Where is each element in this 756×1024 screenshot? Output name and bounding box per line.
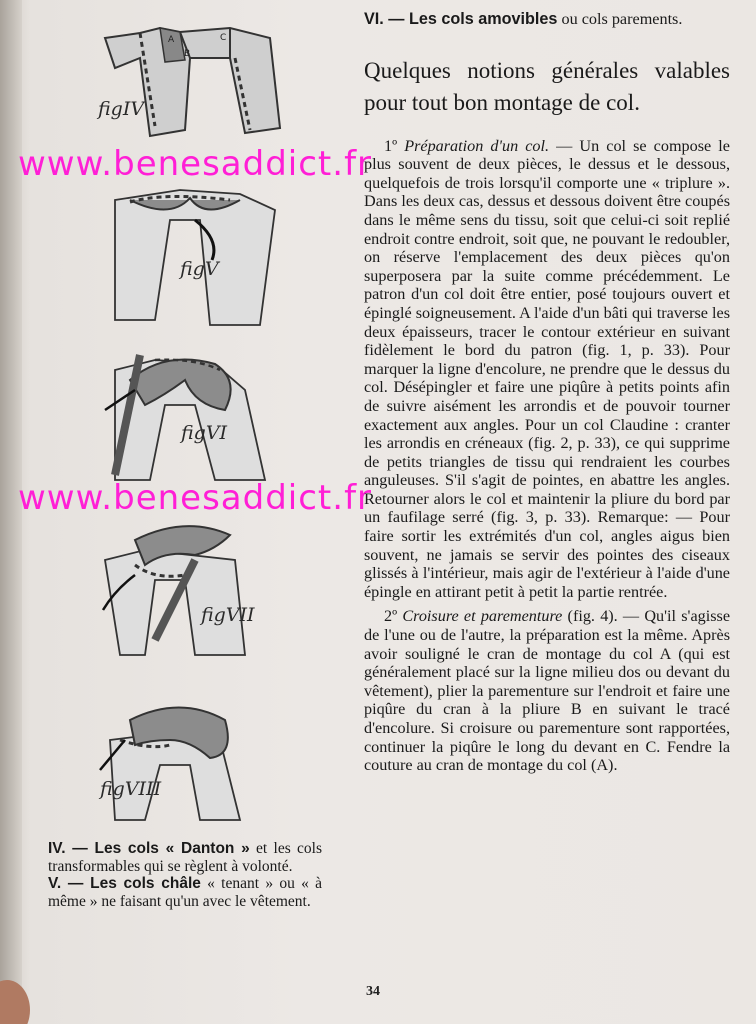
paragraph-1-title: Préparation d'un col.	[404, 136, 550, 155]
caption-iv	[48, 840, 322, 875]
paragraph-1	[364, 137, 730, 602]
section-vi-rest: ou cols parements.	[561, 10, 683, 28]
figure-vii-drawing	[95, 520, 315, 660]
section-heading: Quelques notions générales valables pour tout bon montage de col.	[364, 57, 730, 115]
paragraph-1-body: — Un col se compose le plus souvent de deux pièces, le dessus et le dessous, quelquefois de trois lorsqu'il comporte une « triplure ». Dans les deux cas, dessus et dessous doivent être coupés dans le même sens du tissu, soit que celui-ci soit replié endroit contre endroit, soit que, ne pouvant le redoubler, on réserve l'emplacement des deux pièces qu'on superposera par la suite comme précédemment. Le patron d'un col doit être entier, posé toujours ouvert et épinglé soigneusement. A l'aide d'un bâti qui traverse les deux épaisseurs, tracer le contour extérieur en suivant fidèlement le bord du patron (fig. 1, p. 33). Pour marquer la ligne d'encolure, ne prendre que le dessus du col. Désépingler et faire une piqûre à petits points afin de suivre aisément les arrondis et de pouvoir tourner exactement aux angles. Pour un col Claudine : cranter les arrondis en créneaux (fig. 2, p. 33), ce qui supprime de petits triangles de tissu qui rendraient les courbes anguleuses. S'il s'agit de pointes, en abattre les angles. Retourner alors le col et maintenir la pliure du bord par un faufilage serré (fig. 3, p. 33). Remarque: — Pour faire sortir les extrémités d'un col, angles aigus bien souvent, ne jamais se servir des pointes des ciseaux glissés à l'intérieur, mais agir de l'extérieur à l'aide d'une épingle en attirant petit à petit la partie rentrée.	[364, 136, 730, 601]
figure-vi-label: figVI	[181, 422, 228, 444]
paragraph-2-title: Croisure et parementure	[402, 607, 563, 626]
section-vi-title: VI. — Les cols amovibles	[364, 10, 558, 28]
figure-iv-drawing	[80, 18, 300, 138]
figure-iv	[80, 18, 300, 138]
mark-a: A	[168, 35, 175, 45]
caption-v	[48, 875, 322, 910]
figure-viii-drawing	[90, 700, 310, 825]
watermark-middle: www.benesaddict.fr	[18, 478, 373, 518]
thumb	[0, 980, 30, 1024]
mark-b: B	[184, 49, 191, 59]
caption-iv-rest: et les cols transformables qui se règlent à volonté.	[48, 840, 322, 875]
figure-viii-label: figVIII	[100, 778, 162, 800]
mark-c: C	[220, 33, 227, 43]
figure-viii	[90, 700, 310, 825]
figure-v	[100, 180, 300, 330]
caption-v-rest: « tenant » ou « à même » ne faisant qu'un avec le vêtement.	[48, 875, 322, 910]
main-text-column	[364, 10, 730, 775]
figure-vii	[95, 520, 315, 660]
illustrations-column	[40, 0, 340, 840]
watermark-top: www.benesaddict.fr	[18, 144, 373, 184]
figure-vi	[95, 350, 305, 490]
figure-caption	[48, 840, 322, 910]
figure-iv-label: figIV	[98, 98, 145, 120]
paragraph-2-body: (fig. 4). — Qu'il s'agisse de l'une ou de l'autre, la préparation est la même. Après avoir souligné le cran de montage du col A (qui est généralement placé sur la ligne milieu dos ou devant du vêtement), plier la parementure sur l'endroit et faire une piqûre du cran à la pliure B en suivant le tracé d'encolure. Si croisure ou parementure sont rapportées, continuer la piqûre le long du devant en C. Fendre la couture au cran de montage du col (A).	[364, 607, 731, 775]
page-number: 34	[366, 984, 380, 999]
figure-vii-label: figVII	[201, 604, 255, 626]
figure-v-drawing	[100, 180, 300, 330]
paragraph-2	[364, 607, 730, 774]
paragraph-2-number: 2º	[384, 607, 398, 626]
caption-v-title: V. — Les cols châle	[48, 875, 201, 892]
figure-vi-drawing	[95, 350, 305, 490]
paragraph-1-number: 1º	[384, 136, 398, 155]
figure-v-label: figV	[180, 258, 219, 280]
section-vi	[364, 10, 730, 29]
caption-iv-title: IV. — Les cols « Danton »	[48, 840, 250, 857]
